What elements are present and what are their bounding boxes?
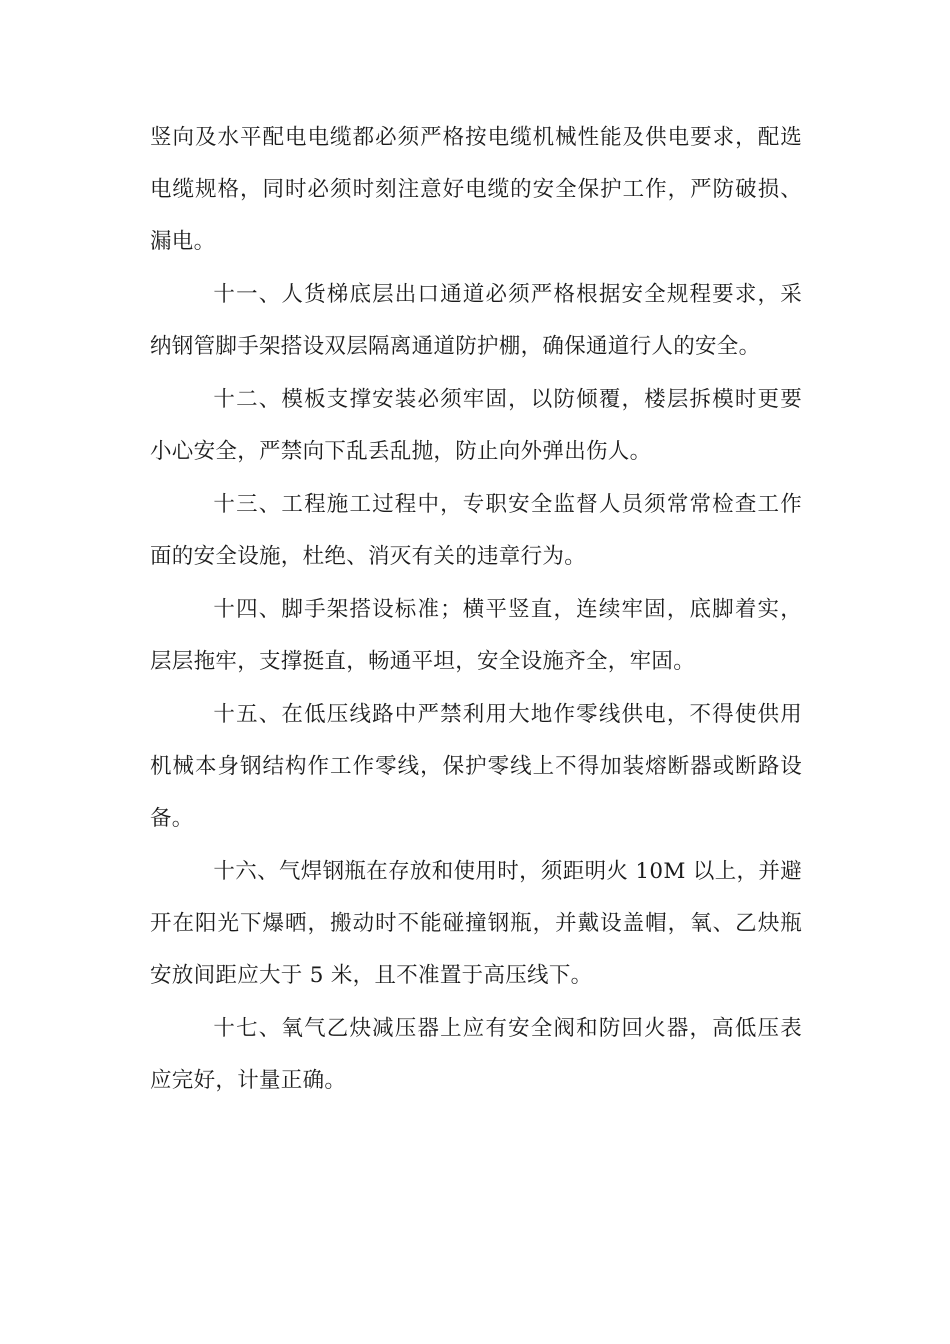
paragraph-cable-requirements: 竖向及水平配电电缆都必须严格按电缆机械性能及供电要求，配选电缆规格，同时必须时刻注意好电缆的安全保护工作，严防破损、漏电。	[150, 125, 802, 254]
paragraph-item-13: 十三、工程施工过程中，专职安全监督人员须常常检查工作面的安全设施，杜绝、消灭有关的违章行为。	[150, 492, 802, 569]
paragraph-item-12: 十二、模板支撑安装必须牢固，以防倾覆，楼层拆模时更要小心安全，严禁向下乱丢乱抛，防止向外弹出伤人。	[150, 387, 802, 464]
paragraph-item-15: 十五、在低压线路中严禁利用大地作零线供电，不得使供用机械本身钢结构作工作零线，保护零线上不得加装熔断器或断路设备。	[150, 702, 802, 831]
paragraph-item-17: 十七、氧气乙炔减压器上应有安全阀和防回火器，高低压表应完好，计量正确。	[150, 1016, 802, 1093]
paragraph-item-16: 十六、气焊钢瓶在存放和使用时，须距明火 10M 以上，并避开在阳光下爆晒，搬动时不能碰撞钢瓶，并戴设盖帽，氧、乙炔瓶安放间距应大于 5 米，且不准置于高压线下。	[150, 859, 802, 988]
paragraph-item-11: 十一、人货梯底层出口通道必须严格根据安全规程要求，采纳钢管脚手架搭设双层隔离通道防护棚，确保通道行人的安全。	[150, 282, 802, 359]
paragraph-item-14: 十四、脚手架搭设标准；横平竖直，连续牢固，底脚着实，层层拖牢，支撑挺直，畅通平坦，安全设施齐全，牢固。	[150, 597, 802, 674]
document-body	[150, 112, 802, 1108]
